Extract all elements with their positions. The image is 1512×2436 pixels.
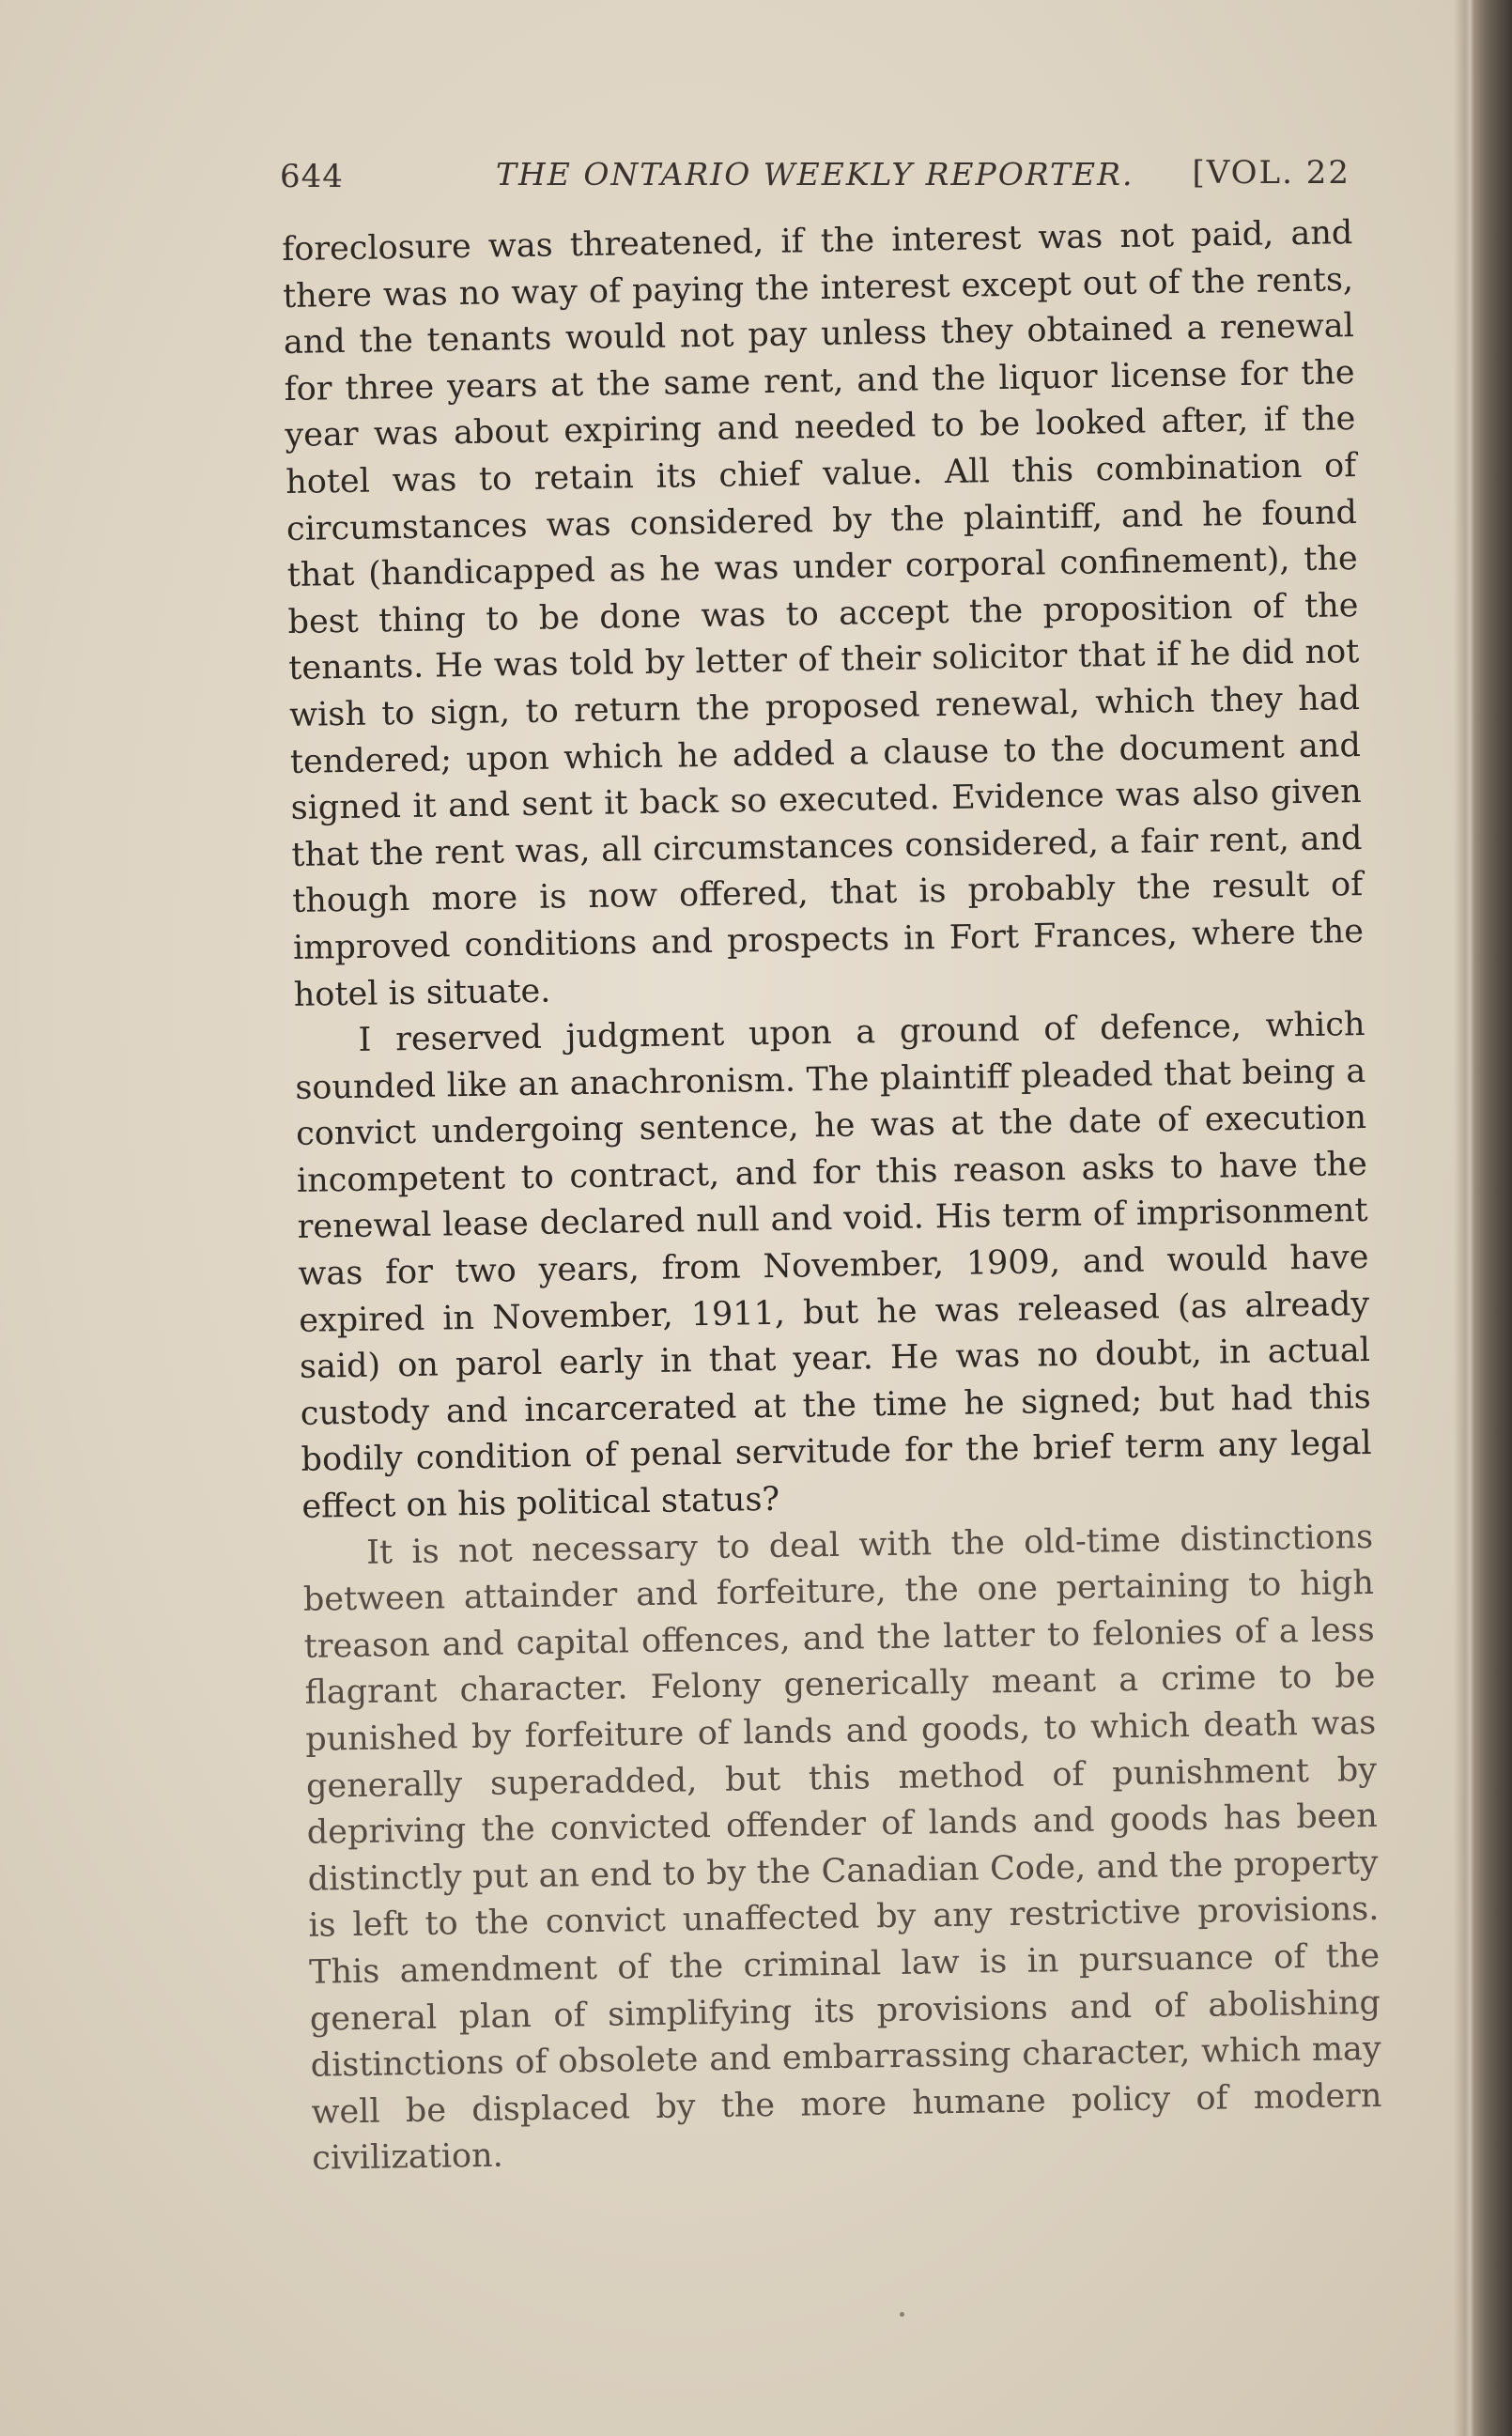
page-speck (900, 2312, 904, 2317)
paragraph-attainder-forfeiture: It is not necessary to deal with the old-time distinctions between attainder and forfeiture, the one pertaining to high treason and capital offences, and the latter to felonies of a less flagrant character. Felony generically meant a crime to be punished by forfeiture of lands and goods, to which death was generally superadded, but this method of punishment by depriving the convicted offender of lands and goods has been distinctly put an end to by the Canadian Code, and the property is left to the convict unaffected by any restrictive provisions. This amendment of the criminal law is in pursuance of the general plan of simplifying its provisions and of abolishing distinctions of obsolete and embarrassing character, which may well be displaced by the more humane policy of modern civilization. (302, 1518, 1382, 2179)
running-header (280, 148, 1350, 214)
volume-label: [VOL. 22 (1192, 154, 1350, 192)
body-text (282, 210, 1383, 2183)
page-number: 644 (280, 158, 344, 195)
book-edge-shadow (1454, 0, 1512, 2436)
running-title: THE ONTARIO WEEKLY REPORTER. (496, 156, 1134, 193)
paragraph-continuation: foreclosure was threatened, if the interest was not paid, and there was no way of paying the interest except out of the rents, and the tenants would not pay unless they obtained a renewal for three years at the same rent, and the liquor license for the year was about expiring and needed to be looked after, if the hotel was to retain its chief value. All this combination of circumstances was considered by the plaintiff, and he found that (handicapped as he was under corporal confinement), the best thing to be done was to accept the proposition of the tenants. He was told by letter of their solicitor that if he did not wish to sign, to return the proposed renewal, which they had tendered; upon which he added a clause to the document and signed it and sent it back so executed. Evidence was also given that the rent was, all circumstances considered, a fair rent, and though more is now offered, that is probably the result of improved conditions and prospects in Fort Frances, where the hotel is situate. (282, 214, 1365, 1014)
paragraph-reserved-judgment: I reserved judgment upon a ground of defence, which sounded like an anachronism. The plaintiff pleaded that being a convict undergoing sentence, he was at the date of execution incompetent to contract, and for this reason asks to have the renewal lease declared null and void. His term of imprisonment was for two years, from November, 1909, and would have expired in November, 1911, but he was released (as already said) on parol early in that year. He was no doubt, in actual custody and incarcerated at the time he signed; but had this bodily condition of penal servitude for the brief term any legal effect on his political status? (295, 1006, 1372, 1526)
page-edge-highlight (1465, 0, 1474, 2436)
